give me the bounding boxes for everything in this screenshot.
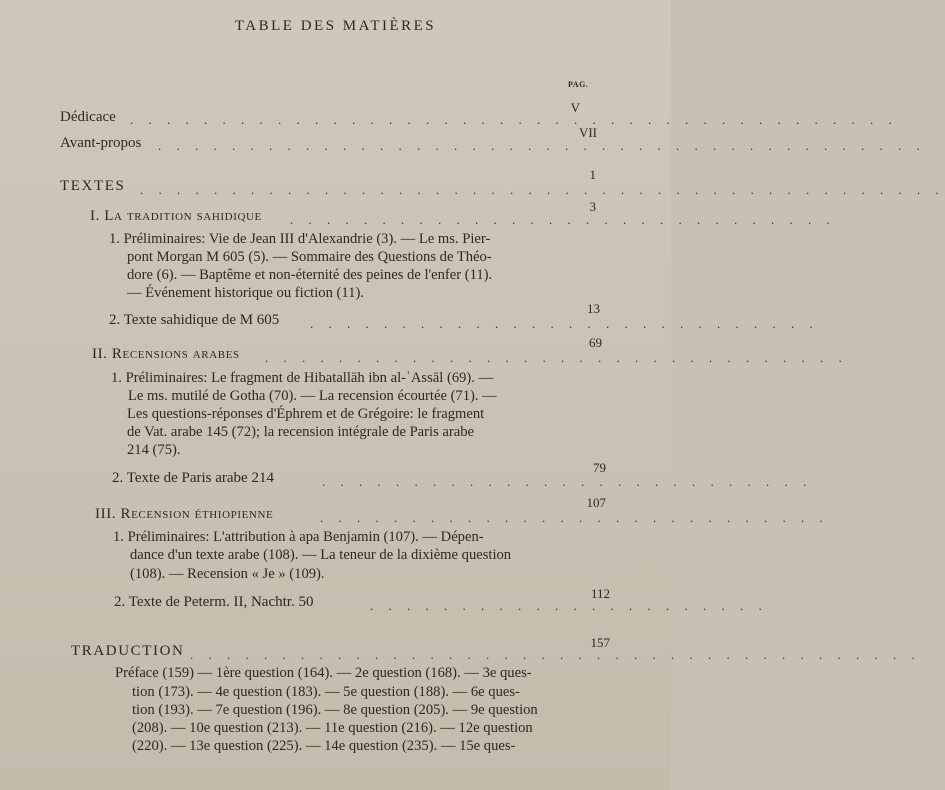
toc-item-preliminaires-3-line-1: 1. Préliminaires: L'attribution à apa Benjamin (107). — Dépen-	[113, 529, 484, 545]
toc-item-preliminaires-1-line-4: — Événement historique ou fiction (11).	[127, 285, 364, 301]
traduction-line-4: (208). — 10e question (213). — 11e question (216). — 12e question	[132, 720, 533, 736]
toc-item-texte-peterm: 2. Texte de Peterm. II, Nachtr. 50	[114, 594, 314, 610]
page-number: V	[570, 100, 580, 115]
page-number: 1	[589, 167, 596, 182]
leader-dots: . . . . . . . . . . . . . . . . . . . . . .	[370, 598, 768, 613]
leader-dots: . . . . . . . . . . . . . . . . . . . . . . . . . . . . . . . . . . . . . . . .	[190, 647, 921, 662]
page-title: TABLE DES MATIÈRES	[234, 18, 437, 34]
traduction-line-2: tion (173). — 4e question (183). — 5e question (188). — 6e ques-	[132, 684, 520, 700]
page-number: 3	[589, 199, 596, 214]
leader-dots: . . . . . . . . . . . . . . . . . . . . . . . . . . . .	[310, 316, 819, 331]
page-number: 112	[590, 586, 610, 601]
leader-dots: . . . . . . . . . . . . . . . . . . . . . . . . . . . . . .	[290, 212, 836, 227]
page-number: 107	[586, 495, 606, 510]
toc-item-preliminaires-1-line-3: dore (6). — Baptême et non-éternité des peines de l'enfer (11).	[127, 267, 493, 283]
traduction-line-1: Préface (159) — 1ère question (164). — 2e question (168). — 3e ques-	[115, 665, 532, 681]
leader-dots: . . . . . . . . . . . . . . . . . . . . . . . . . . . . . . . . . . . . . . . . . .	[158, 138, 926, 153]
toc-item-preliminaires-2-line-5: 214 (75).	[127, 442, 181, 458]
toc-item-preliminaires-3-line-2: dance d'un texte arabe (108). — La teneur de la dixième question	[130, 547, 512, 563]
leader-dots: . . . . . . . . . . . . . . . . . . . . . . . . . . . . . . . . . . . . . . . . . .	[130, 112, 898, 127]
toc-item-preliminaires-1-line-1: 1. Préliminaires: Vie de Jean III d'Alexandrie (3). — Le ms. Pier-	[109, 231, 491, 247]
toc-entry-avant-propos: Avant-propos	[60, 135, 142, 151]
toc-item-texte-paris-arabe: 2. Texte de Paris arabe 214	[112, 470, 274, 486]
leader-dots: . . . . . . . . . . . . . . . . . . . . . . . . . . . .	[320, 510, 829, 525]
leader-dots: . . . . . . . . . . . . . . . . . . . . . . . . . . . . . . . .	[265, 350, 848, 365]
toc-item-preliminaires-1-line-2: pont Morgan M 605 (5). — Sommaire des Questions de Théo-	[127, 249, 492, 265]
toc-item-texte-sahidique: 2. Texte sahidique de M 605	[109, 312, 280, 328]
page-column-header: PAG.	[568, 80, 589, 89]
toc-section-2: II. Recensions arabes	[92, 346, 240, 362]
toc-part-traduction: TRADUCTION	[71, 643, 185, 659]
page-number: 69	[589, 335, 602, 350]
toc-item-preliminaires-2-line-4: de Vat. arabe 145 (72); la recension intégrale de Paris arabe	[127, 424, 474, 440]
page-number: 157	[590, 635, 610, 650]
leader-dots: . . . . . . . . . . . . . . . . . . . . . . . . . . .	[322, 474, 813, 489]
page-number: VII	[578, 125, 597, 140]
toc-item-preliminaires-2-line-1: 1. Préliminaires: Le fragment de Hibatallāh ibn al-ʿAssāl (69). —	[111, 370, 494, 386]
toc-section-3: III. Recension éthiopienne	[95, 506, 274, 522]
toc-entry-dedicace: Dédicace	[60, 109, 116, 125]
toc-section-1: I. La tradition sahidique	[90, 208, 262, 224]
page-number: 13	[587, 301, 600, 316]
toc-item-preliminaires-2-line-2: Le ms. mutilé de Gotha (70). — La recension écourtée (71). —	[128, 388, 497, 404]
traduction-line-5: (220). — 13e question (225). — 14e question (235). — 15e ques-	[132, 738, 516, 754]
toc-item-preliminaires-3-line-3: (108). — Recension « Je » (109).	[130, 566, 325, 582]
leader-dots: . . . . . . . . . . . . . . . . . . . . . . . . . . . . . . . . . . . . . . . . . . . .	[140, 182, 945, 197]
traduction-line-3: tion (193). — 7e question (196). — 8e question (205). — 9e question	[132, 702, 538, 718]
toc-item-preliminaires-2-line-3: Les questions-réponses d'Éphrem et de Grégoire: le fragment	[127, 406, 485, 422]
toc-part-textes: TEXTES	[60, 178, 126, 194]
page-number: 79	[593, 460, 606, 475]
